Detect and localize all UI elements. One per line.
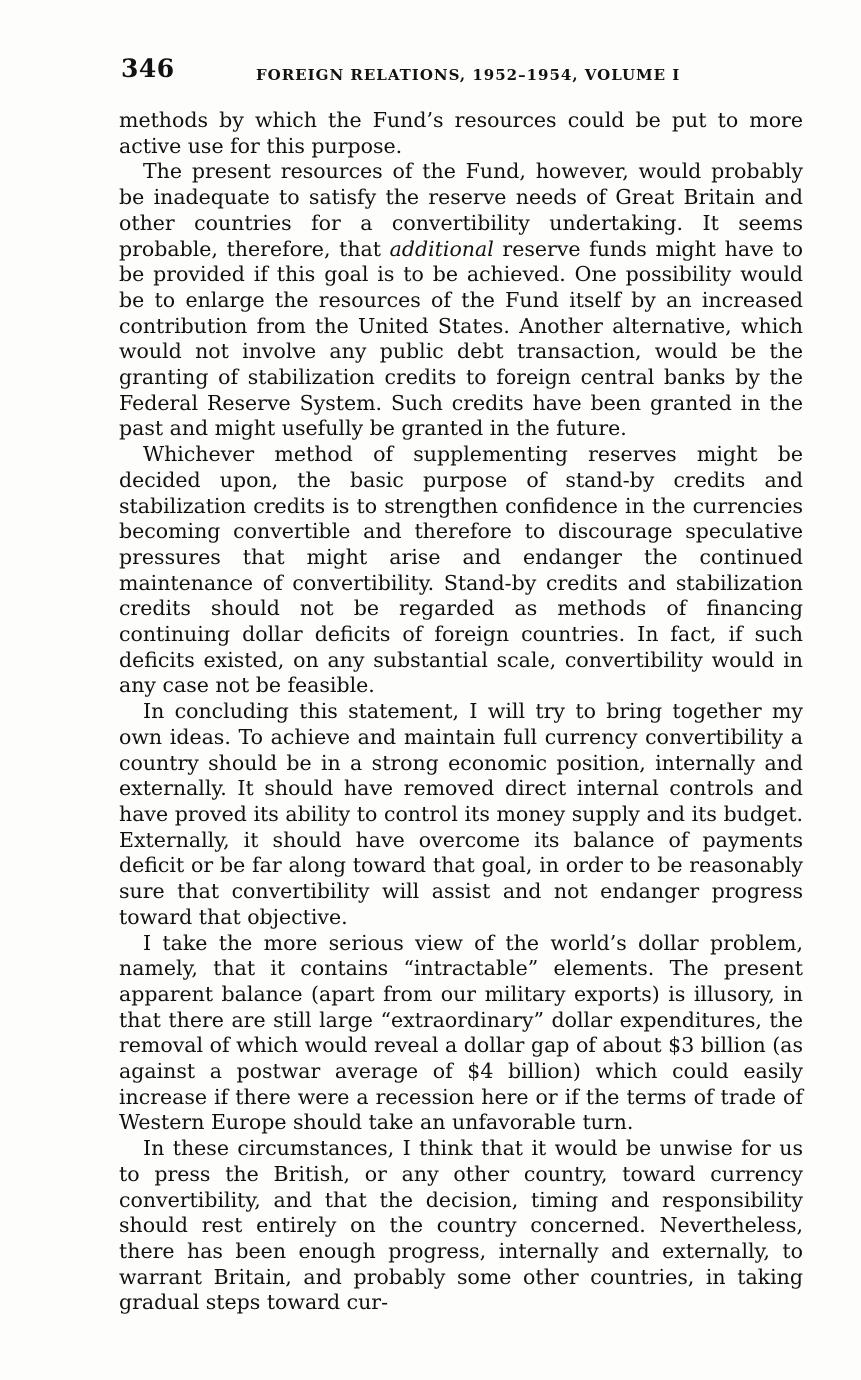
paragraph-text: The present resources of the Fund, however, would probably be inadequate to satisfy the reserve needs of Great Britain and other countries for a convertibility undertaking. It seems probable, therefore, that bbox=[119, 159, 803, 261]
paragraph-dollar-problem: I take the more serious view of the world’s dollar problem, namely, that it contains “intractable” elements. The present apparent balance (apart from our military exports) is illusory, in that there are still large “extraordinary” dollar expenditures, the removal of which would reveal a dollar gap of about $3 billion (as against a postwar average of $4 billion) which could easily increase if there were a recession here or if the terms of trade of Western Europe should take an unfavorable turn. bbox=[119, 930, 803, 1135]
page-number: 346 bbox=[121, 54, 175, 83]
page-header bbox=[121, 54, 801, 94]
paragraph-continuation: methods by which the Fund’s resources could be put to more active use for this purpose. bbox=[119, 108, 803, 158]
paragraph-circumstances: In these circumstances, I think that it would be unwise for us to press the British, or any other country, toward currency convertibility, and that the decision, timing and responsibility should rest entirely on the country concerned. Nevertheless, there has been enough progress, internally and externally, to warrant Britain, and probably some other countries, in taking gradual steps toward cur- bbox=[119, 1136, 803, 1315]
body-text bbox=[119, 108, 803, 1316]
paragraph-fund-resources bbox=[119, 159, 803, 442]
running-head: FOREIGN RELATIONS, 1952–1954, VOLUME I bbox=[256, 66, 681, 84]
paragraph-concluding-statement: In concluding this statement, I will try to bring together my own ideas. To achieve and maintain full currency convertibility a country should be in a strong economic position, internally and externally. It should have removed direct internal controls and have proved its ability to control its money supply and its budget. Externally, it should have overcome its balance of payments deficit or be far along toward that goal, in order to be reasonably sure that convertibility will assist and not endanger progress toward that objective. bbox=[119, 699, 803, 929]
paragraph-supplementing-reserves: Whichever method of supplementing reserves might be decided upon, the basic purpose of stand-by credits and stabilization credits is to strengthen confidence in the currencies becoming convertible and therefore to discourage speculative pressures that might arise and endanger the continued maintenance of convertibility. Stand-by credits and stabilization credits should not be regarded as methods of financing continuing dollar deficits of foreign countries. In fact, if such deficits existed, on any substantial scale, convertibility would in any case not be feasible. bbox=[119, 442, 803, 698]
paragraph-text: reserve funds might have to be provided if this goal is to be achieved. One possibility would be to enlarge the resources of the Fund itself by an increased contribution from the United States. Another alternative, which would not involve any public debt transaction, would be the granting of stabilization credits to foreign central banks by the Federal Reserve System. Such credits have been granted in the past and might usefully be granted in the future. bbox=[119, 236, 803, 441]
emphasized-word: additional bbox=[389, 236, 494, 261]
